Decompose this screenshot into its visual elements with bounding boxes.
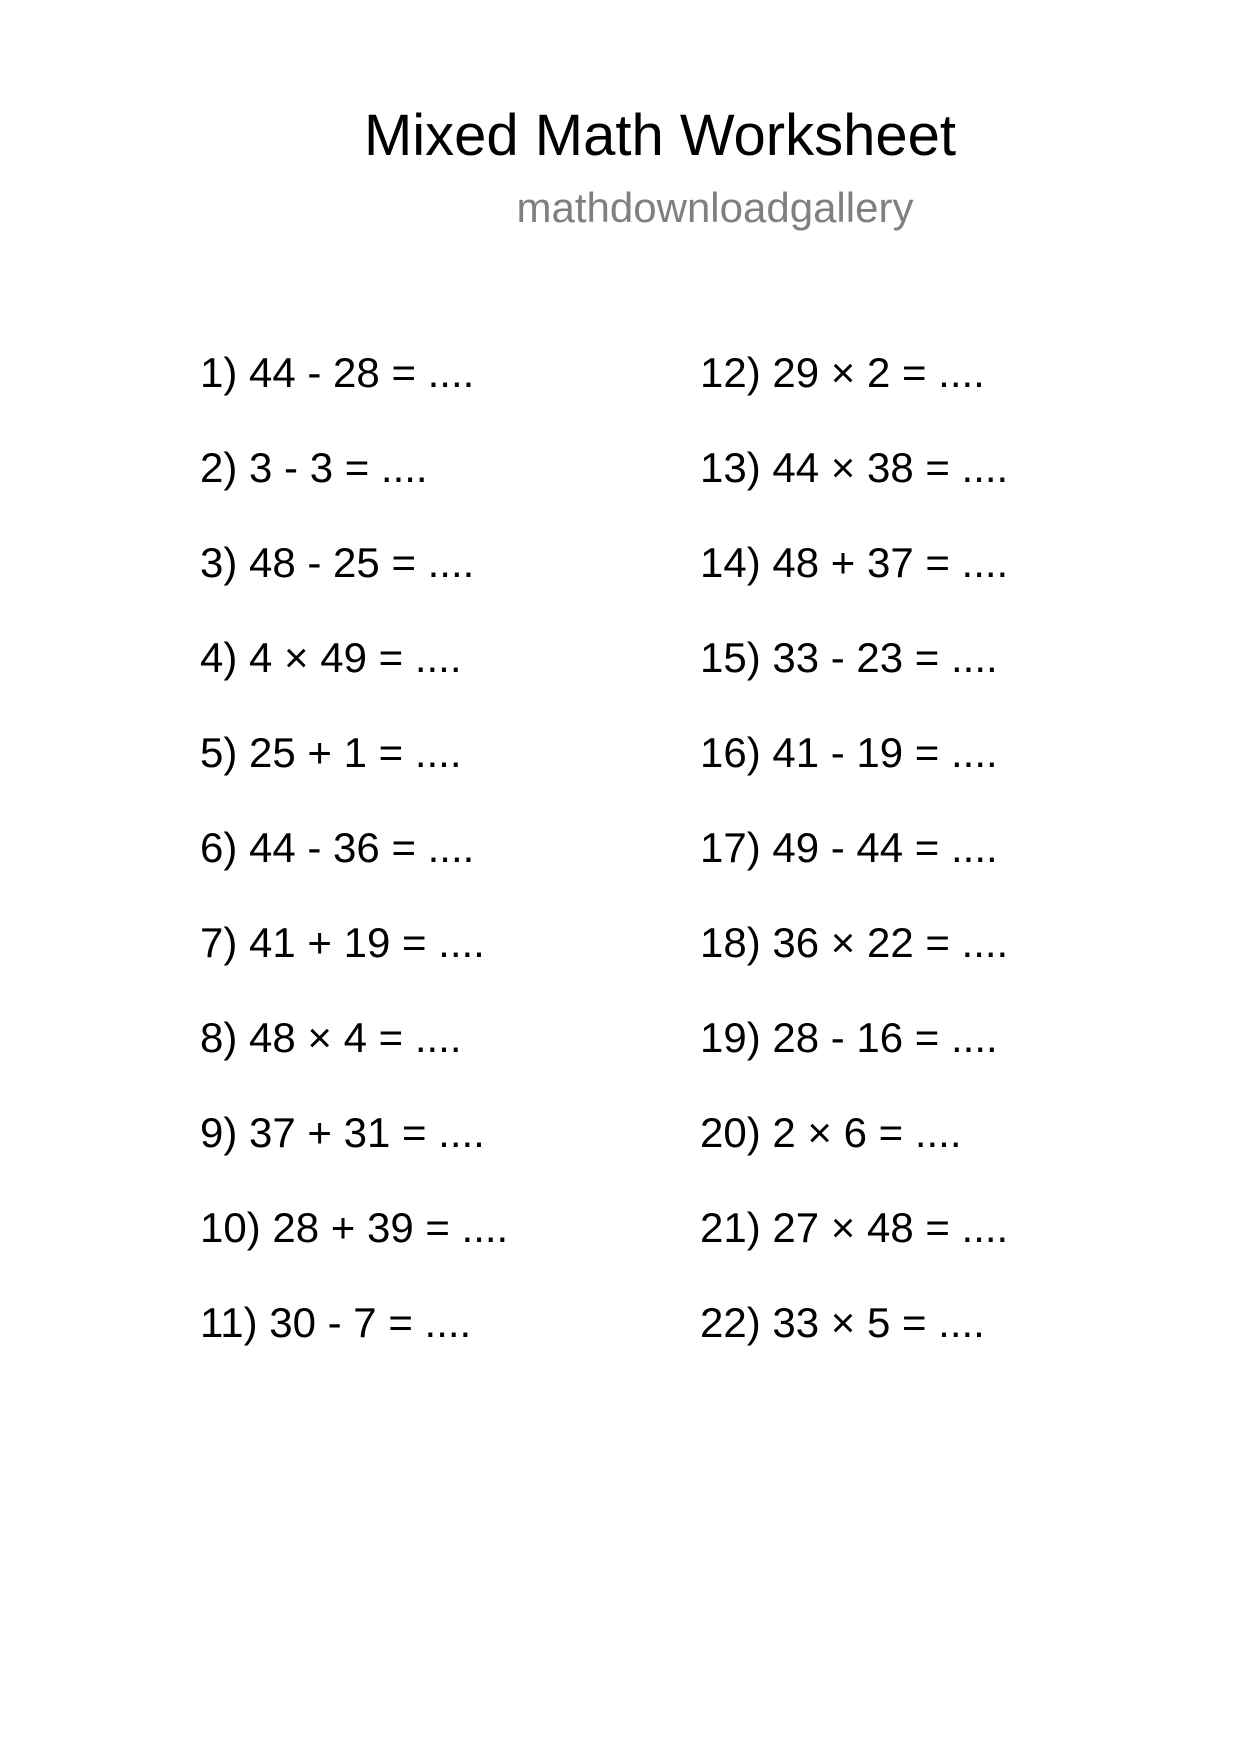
problem-21: 21) 27 × 48 = .... <box>700 1204 1009 1251</box>
worksheet-title: Mixed Math Worksheet <box>363 103 957 168</box>
problem-2: 2) 3 - 3 = .... <box>200 444 428 491</box>
problem-17: 17) 49 - 44 = .... <box>700 824 998 871</box>
problem-8: 8) 48 × 4 = .... <box>200 1014 462 1061</box>
problem-6: 6) 44 - 36 = .... <box>200 824 475 871</box>
problem-20: 20) 2 × 6 = .... <box>700 1109 962 1156</box>
problem-4: 4) 4 × 49 = .... <box>200 634 462 681</box>
problem-12: 12) 29 × 2 = .... <box>700 349 985 396</box>
problem-9: 9) 37 + 31 = .... <box>200 1109 485 1156</box>
problem-column-right <box>700 349 1008 1394</box>
problem-3: 3) 48 - 25 = .... <box>200 539 475 586</box>
problem-column-left <box>200 349 508 1394</box>
problem-16: 16) 41 - 19 = .... <box>700 729 998 776</box>
worksheet-subtitle: mathdownloadgallery <box>516 184 914 231</box>
problem-15: 15) 33 - 23 = .... <box>700 634 998 681</box>
problem-10: 10) 28 + 39 = .... <box>200 1204 509 1251</box>
problem-22: 22) 33 × 5 = .... <box>700 1299 985 1346</box>
problem-1: 1) 44 - 28 = .... <box>200 349 475 396</box>
problem-19: 19) 28 - 16 = .... <box>700 1014 998 1061</box>
problem-13: 13) 44 × 38 = .... <box>700 444 1009 491</box>
problem-14: 14) 48 + 37 = .... <box>700 539 1009 586</box>
problem-list <box>200 349 1100 1349</box>
problem-11: 11) 30 - 7 = .... <box>200 1299 472 1346</box>
problem-18: 18) 36 × 22 = .... <box>700 919 1009 966</box>
problem-5: 5) 25 + 1 = .... <box>200 729 462 776</box>
problem-7: 7) 41 + 19 = .... <box>200 919 485 966</box>
